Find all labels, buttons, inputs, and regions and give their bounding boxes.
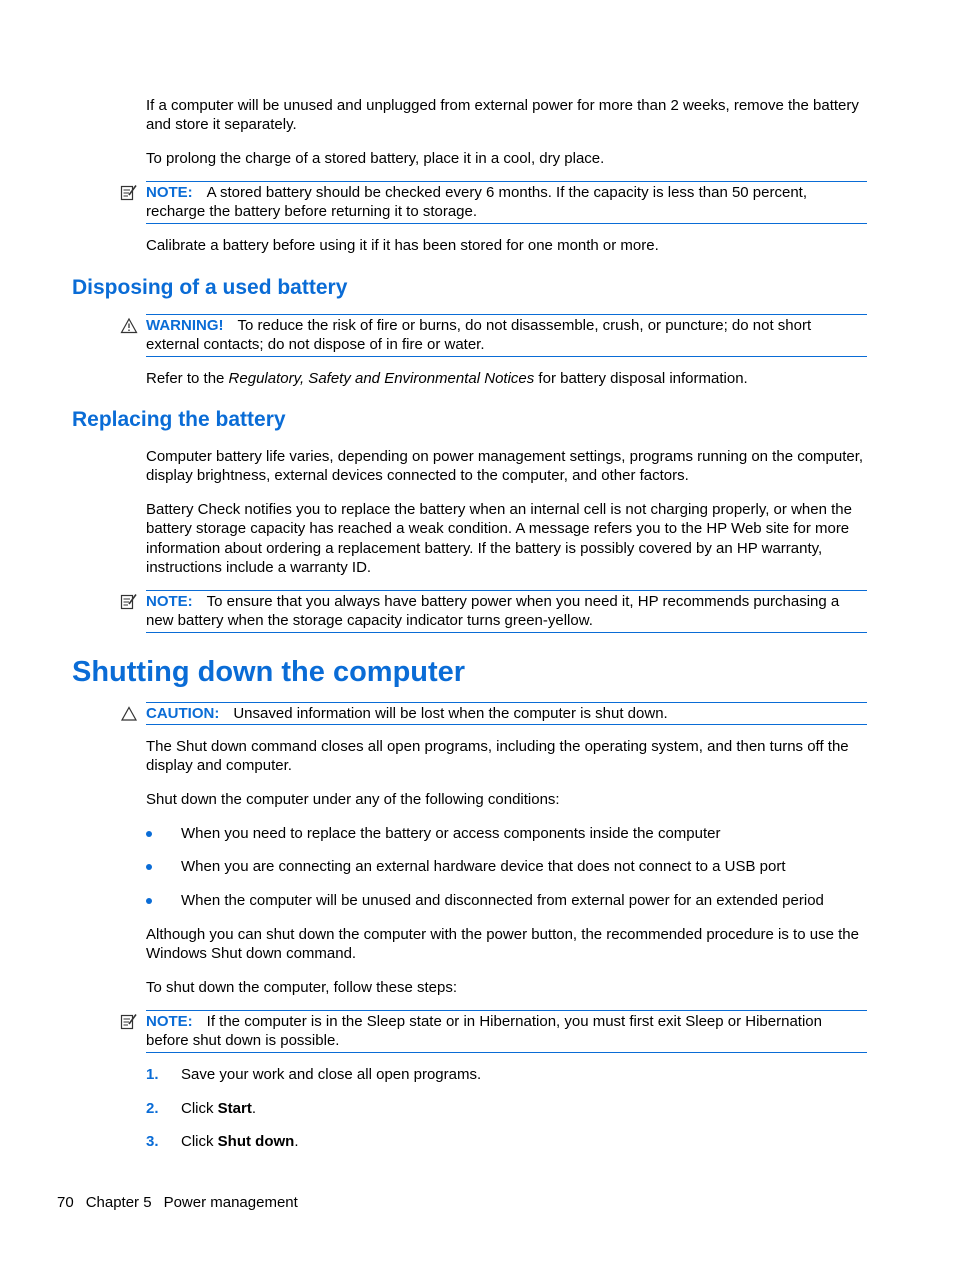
note-label: NOTE: — [146, 1013, 193, 1030]
warning-triangle-icon — [120, 317, 138, 335]
page-footer — [57, 1193, 310, 1212]
step-text — [181, 1099, 256, 1118]
note-callout-stored-battery — [146, 181, 867, 224]
intro-paragraph-prolong: To prolong the charge of a stored battery, place it in a cool, dry place. — [146, 150, 605, 167]
list-item-text: When you need to replace the battery or access components inside the computer — [181, 825, 721, 842]
note-text: To ensure that you always have battery power when you need it, HP recommends purchasing a new battery when the storage capacity indicator turns green-yellow. — [146, 593, 840, 630]
step-text-plain: Click — [181, 1133, 218, 1150]
step-text — [181, 1065, 481, 1084]
bullet-icon — [146, 864, 152, 870]
shutdown-conditions-paragraph: Shut down the computer under any of the following conditions: — [146, 791, 560, 808]
note-icon — [120, 593, 138, 611]
note-callout-sleep-hibernation — [146, 1010, 867, 1053]
intro-paragraph-unused: If a computer will be unused and unplugged from external power for more than 2 weeks, remove the battery and store it separately. — [146, 97, 859, 134]
step-text-bold: Start — [217, 1100, 252, 1117]
caution-callout — [146, 702, 867, 725]
footer-chapter-title: Power management — [163, 1194, 298, 1211]
shutdown-command-paragraph: The Shut down command closes all open programs, including the operating system, and then turns off the display and computer. — [146, 738, 849, 775]
step-number: 2. — [146, 1100, 159, 1117]
note-label: NOTE: — [146, 184, 193, 201]
calibrate-paragraph: Calibrate a battery before using it if it has been stored for one month or more. — [146, 237, 659, 254]
note-icon — [120, 184, 138, 202]
caution-text: Unsaved information will be lost when the computer is shut down. — [233, 705, 668, 722]
refer-paragraph — [146, 369, 868, 388]
note-callout-replace-battery — [146, 590, 867, 633]
step-text-plain: Click — [181, 1100, 218, 1117]
refer-text-after: for battery disposal information. — [534, 370, 748, 387]
refer-text-before: Refer to the — [146, 370, 229, 387]
bullet-icon — [146, 898, 152, 904]
refer-document-title: Regulatory, Safety and Environmental Notices — [228, 370, 535, 387]
step-text — [181, 1132, 299, 1151]
caution-label: CAUTION: — [146, 705, 220, 722]
battery-check-paragraph: Battery Check notifies you to replace the battery when an internal cell is not charging properly, or when the battery storage capacity has reached a weak condition. A message refers you to the HP Web site for more information about ordering a replacement battery. If the battery is possibly covered by an HP warranty, instructions include a warranty ID. — [146, 501, 852, 576]
note-icon — [120, 1013, 138, 1031]
step-text-after: . — [294, 1133, 299, 1150]
step-number: 1. — [146, 1066, 159, 1083]
bullet-icon — [146, 831, 152, 837]
step-text-bold: Shut down — [217, 1133, 295, 1150]
caution-triangle-icon — [120, 705, 138, 723]
follow-steps-paragraph: To shut down the computer, follow these steps: — [146, 979, 458, 996]
step-text-plain: Save your work and close all open programs. — [181, 1066, 482, 1083]
section-heading-replacing: Replacing the battery — [72, 408, 286, 431]
power-button-paragraph: Although you can shut down the computer with the power button, the recommended procedure is to use the Windows Shut down command. — [146, 926, 859, 963]
page-number: 70 — [57, 1194, 74, 1211]
note-label: NOTE: — [146, 593, 193, 610]
note-text: If the computer is in the Sleep state or in Hibernation, you must first exit Sleep or Hibernation before shut down is possible. — [146, 1013, 822, 1050]
section-heading-disposing: Disposing of a used battery — [72, 276, 348, 299]
section-heading-shutting-down: Shutting down the computer — [72, 656, 466, 688]
warning-text: To reduce the risk of fire or burns, do not disassemble, crush, or puncture; do not short external contacts; do not dispose of in fire or water. — [146, 317, 812, 354]
warning-label: WARNING! — [146, 317, 224, 334]
warning-callout — [146, 314, 867, 357]
footer-chapter: Chapter 5 — [85, 1194, 152, 1211]
battery-life-paragraph: Computer battery life varies, depending on power management settings, programs running on the computer, display brightness, external devices connected to the computer, and other factors. — [146, 448, 864, 485]
list-item-text: When you are connecting an external hardware device that does not connect to a USB port — [181, 858, 786, 875]
step-number: 3. — [146, 1133, 159, 1150]
step-text-after: . — [251, 1100, 257, 1117]
note-text: A stored battery should be checked every 6 months. If the capacity is less than 50 percent, recharge the battery before returning it to storage. — [146, 184, 808, 221]
list-item-text: When the computer will be unused and disconnected from external power for an extended period — [181, 892, 824, 909]
